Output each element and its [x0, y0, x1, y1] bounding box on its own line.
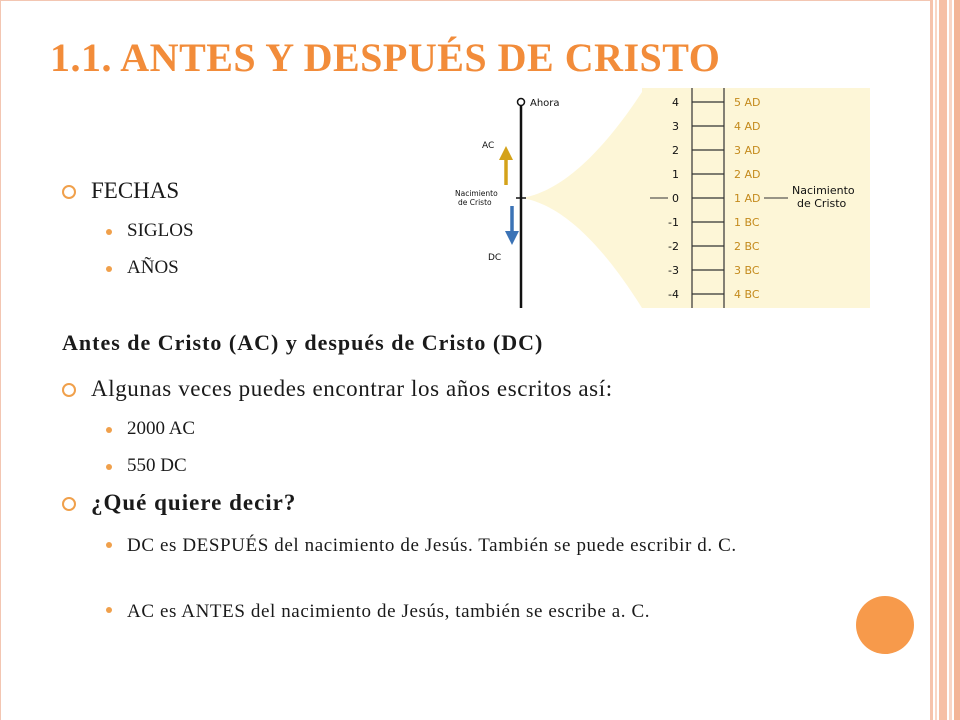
bullet-anos: [106, 257, 179, 279]
example-1-text: 2000 AC: [127, 418, 196, 439]
timeline-number: -1: [668, 216, 679, 229]
birth-label-left-1: Nacimiento: [455, 189, 498, 198]
answer-dc-text: DC es DESPUÉS del nacimiento de Jesús. También se puede escribir d. C.: [127, 535, 737, 556]
bullet-dot: [106, 542, 112, 548]
fechas-heading: FECHAS: [91, 178, 180, 203]
decorative-circle: [856, 596, 914, 654]
bullet-example-2: [106, 455, 187, 477]
timeline-era-label: 2 BC: [734, 240, 760, 253]
timeline-number: -3: [668, 264, 679, 277]
bullet-dot: [106, 607, 112, 613]
timeline-era-label: 4 AD: [734, 120, 761, 133]
bullet-intro: [62, 376, 613, 402]
bullet-marker: [62, 383, 76, 397]
timeline-era-label: 2 AD: [734, 168, 761, 181]
now-marker: [518, 99, 525, 106]
timeline-number: 2: [672, 144, 679, 157]
now-label: Ahora: [530, 98, 560, 109]
timeline-era-label: 3 BC: [734, 264, 760, 277]
timeline-number: -2: [668, 240, 679, 253]
bullet-dot: [106, 266, 112, 272]
timeline-era-label: 1 BC: [734, 216, 760, 229]
timeline-era-label: 3 AD: [734, 144, 761, 157]
bullet-fechas: [62, 178, 179, 204]
timeline-era-label: 1 AD: [734, 192, 761, 205]
decorative-stripes: [930, 0, 960, 720]
bullet-dot: [106, 427, 112, 433]
anos-label: AÑOS: [127, 257, 179, 278]
dc-label: DC: [488, 253, 502, 263]
timeline-number: -4: [668, 288, 679, 301]
bullet-siglos: [106, 220, 194, 242]
timeline-era-label: 4 BC: [734, 288, 760, 301]
timeline-number: 1: [672, 168, 679, 181]
siglos-label: SIGLOS: [127, 220, 194, 241]
answer-ac-text: AC es ANTES del nacimiento de Jesús, también se escribe a. C.: [127, 601, 651, 622]
bullet-dot: [106, 464, 112, 470]
slide-title: 1.1. ANTES Y DESPUÉS DE CRISTO: [50, 35, 721, 80]
intro-text: Algunas veces puedes encontrar los años escritos así:: [91, 376, 613, 401]
bullet-answer-ac: [106, 598, 826, 626]
example-2-text: 550 DC: [127, 455, 187, 476]
timeline-diagram: [452, 88, 870, 308]
section-heading: Antes de Cristo (AC) y después de Cristo (DC): [62, 330, 544, 355]
ac-label: AC: [482, 141, 495, 151]
bullet-answer-dc: [106, 533, 806, 559]
birth-label-right-2: de Cristo: [797, 197, 847, 210]
birth-label-right-1: Nacimiento: [792, 184, 855, 197]
timeline-era-label: 5 AD: [734, 96, 761, 109]
timeline-number: 0: [672, 192, 679, 205]
bullet-dot: [106, 229, 112, 235]
timeline-number: 4: [672, 96, 679, 109]
bullet-example-1: [106, 418, 195, 440]
birth-label-left-2: de Cristo: [458, 198, 492, 207]
timeline-number: 3: [672, 120, 679, 133]
question-text: ¿Qué quiere decir?: [91, 490, 297, 515]
bullet-marker: [62, 185, 76, 199]
bullet-question: [62, 490, 296, 516]
bullet-marker: [62, 497, 76, 511]
